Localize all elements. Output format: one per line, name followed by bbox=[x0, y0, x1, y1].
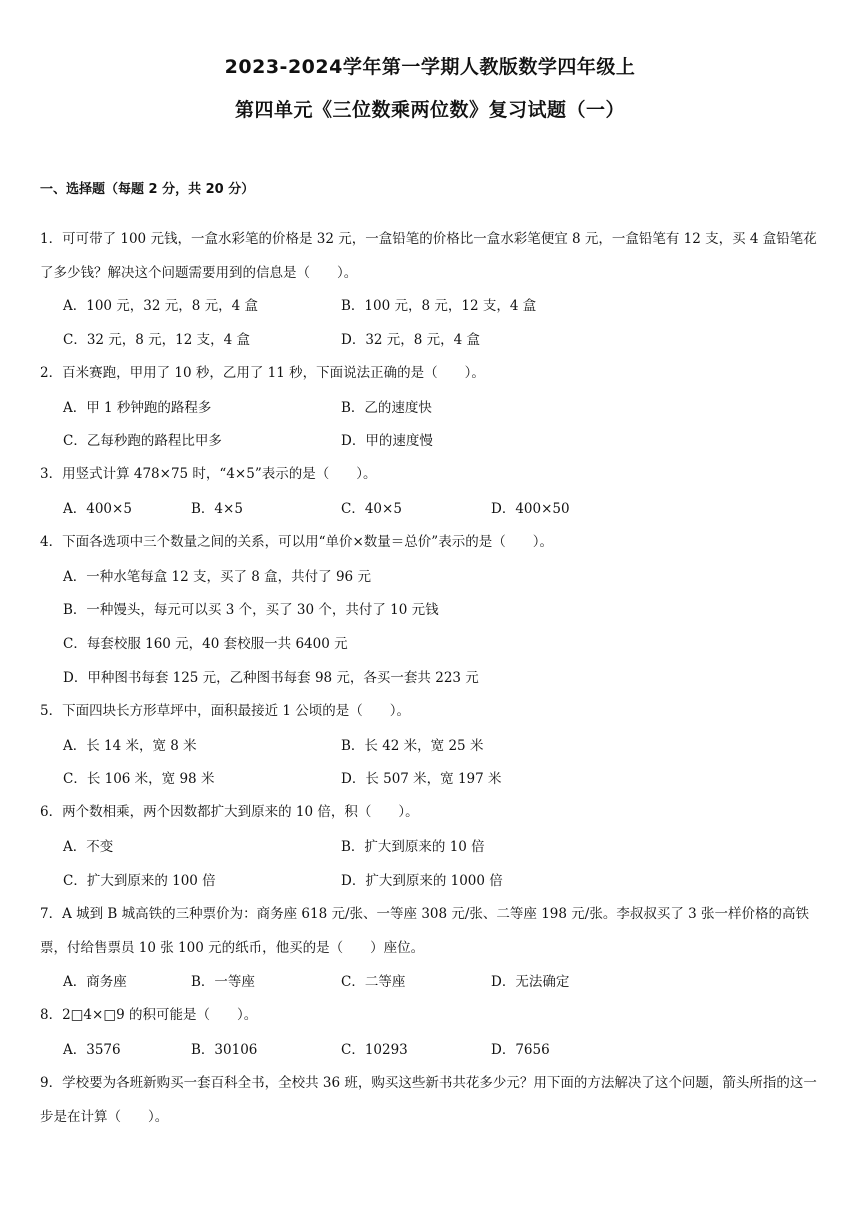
question-1-text: 1．可可带了 100 元钱，一盒水彩笔的价格是 32 元，一盒铅笔的价格比一盒水彩笔便宜 8 元，一盒铅笔有 12 支，买 4 盒铅笔花了多少钱？解决这个问题需要用到的信息是（ ）。 bbox=[40, 231, 817, 281]
question-2-option-d: D．甲的速度慢 bbox=[341, 433, 433, 449]
question-3-option-d: D．400×50 bbox=[491, 501, 570, 517]
question-3-option-b: B．4×5 bbox=[191, 501, 243, 517]
question-8-option-c: C．10293 bbox=[341, 1042, 408, 1058]
question-8-option-b: B．30106 bbox=[191, 1042, 258, 1058]
question-5-text: 5．下面四块长方形草坪中，面积最接近 1 公顷的是（ ）。 bbox=[40, 703, 411, 719]
question-8-option-d: D．7656 bbox=[491, 1042, 550, 1058]
question-4-option-d: D．甲种图书每套 125 元，乙种图书每套 98 元，各买一套共 223 元 bbox=[63, 670, 479, 686]
question-8-text: 8．2□4×□9 的积可能是（ ）。 bbox=[40, 1007, 258, 1023]
question-1-option-b: B．100 元，8 元，12 支，4 盒 bbox=[341, 298, 537, 314]
title-line-2: 第四单元《三位数乘两位数》复习试题（一） bbox=[234, 99, 625, 121]
question-1-option-c: C．32 元，8 元，12 支，4 盒 bbox=[63, 332, 251, 348]
question-2-text: 2．百米赛跑，甲用了 10 秒，乙用了 11 秒，下面说法正确的是（ ）。 bbox=[40, 365, 485, 381]
question-8-option-a: A．3576 bbox=[63, 1042, 121, 1058]
question-6-text: 6．两个数相乘，两个因数都扩大到原来的 10 倍，积（ ）。 bbox=[40, 804, 419, 820]
question-7-option-b: B．一等座 bbox=[191, 974, 255, 990]
question-7-text: 7．A 城到 B 城高铁的三种票价为：商务座 618 元/张、一等座 308 元/张、二等座 198 元/张。李叔叔买了 3 张一样价格的高铁票，付给售票员 10 张 100 元的纸币，他买的是（ ）座位。 bbox=[40, 906, 809, 956]
question-5-option-b: B．长 42 米，宽 25 米 bbox=[341, 738, 484, 754]
question-2-option-a: A．甲 1 秒钟跑的路程多 bbox=[63, 400, 212, 416]
question-4-option-c: C．每套校服 160 元，40 套校服一共 6400 元 bbox=[63, 636, 348, 652]
question-4-option-a: A．一种水笔每盒 12 支，买了 8 盒，共付了 96 元 bbox=[63, 569, 371, 585]
question-2-option-b: B．乙的速度快 bbox=[341, 400, 432, 416]
question-6-option-b: B．扩大到原来的 10 倍 bbox=[341, 839, 485, 855]
question-3-option-c: C．40×5 bbox=[341, 501, 402, 517]
question-5-option-d: D．长 507 米，宽 197 米 bbox=[341, 771, 502, 787]
question-2-option-c: C．乙每秒跑的路程比甲多 bbox=[63, 433, 222, 449]
question-1-option-d: D．32 元，8 元，4 盒 bbox=[341, 332, 481, 348]
question-5-option-a: A．长 14 米，宽 8 米 bbox=[63, 738, 197, 754]
question-9-text: 9．学校要为各班新购买一套百科全书，全校共 36 班，购买这些新书共花多少元？用下面的方法解决了这个问题，箭头所指的这一步是在计算（ ）。 bbox=[40, 1075, 817, 1125]
question-1-option-a: A．100 元，32 元，8 元，4 盒 bbox=[63, 298, 259, 314]
question-7-option-a: A．商务座 bbox=[63, 974, 127, 990]
title-line-1: 2023-2024学年第一学期人教版数学四年级上 bbox=[224, 56, 636, 78]
question-3-text: 3．用竖式计算 478×75 时，“4×5”表示的是（ ）。 bbox=[40, 466, 377, 482]
question-3-option-a: A．400×5 bbox=[63, 501, 132, 517]
question-4-text: 4．下面各选项中三个数量之间的关系，可以用“单价×数量＝总价”表示的是（ ）。 bbox=[40, 534, 553, 550]
question-7-option-d: D．无法确定 bbox=[491, 974, 570, 990]
section-heading: 一、选择题（每题 2 分，共 20 分） bbox=[40, 182, 255, 197]
question-6-option-a: A．不变 bbox=[63, 839, 114, 855]
question-4-option-b: B．一种馒头，每元可以买 3 个，买了 30 个，共付了 10 元钱 bbox=[63, 602, 439, 618]
question-5-option-c: C．长 106 米，宽 98 米 bbox=[63, 771, 215, 787]
question-7-option-c: C．二等座 bbox=[341, 974, 406, 990]
question-6-option-d: D．扩大到原来的 1000 倍 bbox=[341, 873, 503, 889]
question-6-option-c: C．扩大到原来的 100 倍 bbox=[63, 873, 216, 889]
